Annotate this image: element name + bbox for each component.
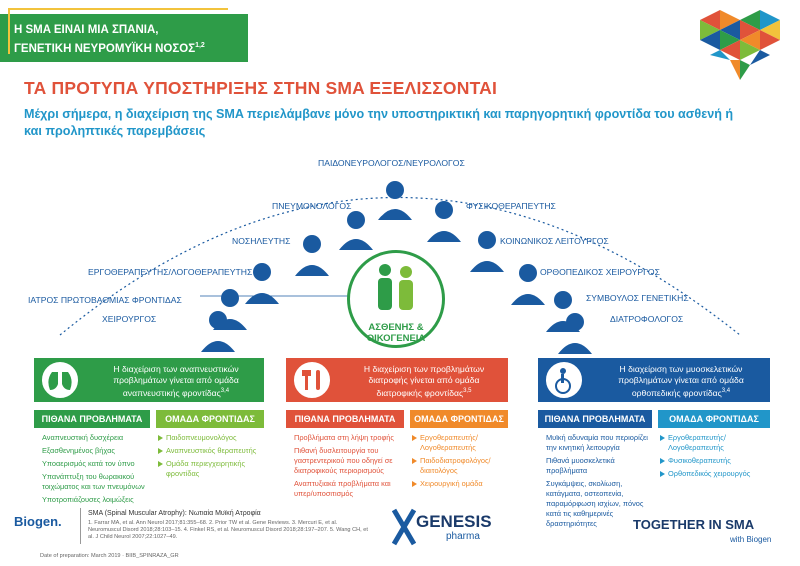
banner-line1: Η SMA ΕΙΝΑΙ ΜΙΑ ΣΠΑΝΙΑ, — [14, 24, 159, 36]
label-koinonikos: ΚΟΙΝΩΝΙΚΟΣ ΛΕΙΤΟΥΡΓΟΣ — [500, 236, 609, 246]
label-nosileftis: ΝΟΣΗΛΕΥΤΗΣ — [232, 236, 291, 246]
footer-divider — [80, 508, 81, 544]
label-ergotherapeutis: ΕΡΓΟΘΕΡΑΠΕΥΤΗΣ/ΛΟΓΟΘΕΡΑΠΕΥΤΗΣ — [88, 267, 253, 277]
lungs-icon — [40, 360, 80, 400]
list-item: Μυϊκή αδυναμία που περιορίζει την κινητική λειτουργία — [546, 433, 648, 452]
list-item: Αναπτυξιακά προβλήματα και υπερ/υποσιτισμός — [294, 479, 391, 498]
list-item: Παιδοδιατροφολόγος/ διαιτολόγος — [412, 456, 508, 476]
label-diatrofologos: ΔΙΑΤΡΟΦΟΛΟΓΟΣ — [610, 314, 684, 324]
wheelchair-icon — [544, 360, 584, 400]
musculoskeletal-head-text: Η διαχείριση των μυοσκελετικών προβλημάτων γίνεται από ομάδα ορθοπεδικής φροντίδας — [618, 364, 744, 398]
genesis-logo: GENESIS — [416, 512, 492, 531]
together-sub: with Biogen — [730, 535, 772, 544]
list-item: Συγκάμψεις, σκολίωση, κατάγματα, οστεοπενία, παραμόρφωση ισχίων, πόνος κατά τις καθημερινές δραστηριότητες — [546, 479, 644, 528]
list-item: Υποτροπιάζουσες λοιμώξεις — [42, 495, 134, 504]
nutrition-problems-list — [286, 433, 408, 502]
label-orthopedikos: ΟΡΘΟΠΕΔΙΚΟΣ ΧΕΙΡΟΥΡΓΟΣ — [540, 267, 660, 277]
banner-sup: 1,2 — [195, 42, 205, 49]
respiratory-problems-title: ΠΙΘΑΝΑ ΠΡΟΒΛΗΜΑΤΑ — [34, 410, 150, 428]
nutrition-sup: 3,5 — [463, 388, 472, 394]
list-item: Παιδοπνευμονολόγος — [158, 433, 264, 443]
page-title: ΤΑ ΠΡΟΤΥΠΑ ΥΠΟΣΤΗΡΙΞΗΣ ΣΤΗΝ SMA ΕΞΕΛΙΣΣΟΝΤΑΙ — [24, 78, 498, 98]
musculoskeletal-team-list — [660, 433, 770, 482]
genesis-x-icon — [392, 508, 416, 546]
label-symvoulos: ΣΥΜΒΟΥΛΟΣ ΓΕΝΕΤΙΚΗΣ — [586, 293, 689, 303]
respiratory-team-title: ΟΜΑΔΑ ΦΡΟΝΤΙΔΑΣ — [156, 410, 264, 428]
footer-sma-def: SMA (Spinal Muscular Atrophy): Νωτιαία Μυϊκή Ατροφία — [88, 510, 261, 517]
list-item: Χειρουργική ομάδα — [412, 479, 508, 489]
list-item: Αναπνευστική δυσχέρεια — [42, 433, 124, 442]
nutrition-head-text: Η διαχείριση των προβλημάτων διατροφής γίνεται από ομάδα διατροφικής φροντίδας — [363, 364, 485, 398]
list-item: Προβλήματα στη λήψη τροφής — [294, 433, 394, 442]
nutrition-team-title: ΟΜΑΔΑ ΦΡΟΝΤΙΔΑΣ — [410, 410, 508, 428]
list-item: Υπανάπτυξη του θωρακικού τοιχώματος και των πνευμόνων — [42, 472, 145, 491]
center-label — [347, 322, 445, 344]
page-subtitle: Μέχρι σήμερα, η διαχείριση της SMA περιελάμβανε μόνο την υποστηρικτική και παρηγορητική φροντίδα του ασθενή ή και προληπτικές παρεμβάσεις — [24, 107, 734, 138]
musculoskeletal-team-title: ΟΜΑΔΑ ΦΡΟΝΤΙΔΑΣ — [658, 410, 770, 428]
footer-prep: Date of preparation: March 2019 · BIIB_SPINRAZA_GR — [40, 553, 179, 559]
center-line2: ΟΙΚΟΓΕΝΕΙΑ — [366, 333, 426, 344]
label-pneumonologos: ΠΝΕΥΜΟΝΟΛΟΓΟΣ — [272, 201, 352, 211]
respiratory-sup: 3,4 — [220, 388, 230, 394]
musculoskeletal-problems-title: ΠΙΘΑΝΑ ΠΡΟΒΛΗΜΑΤΑ — [538, 410, 652, 428]
list-item: Υποαερισμός κατά τον ύπνο — [42, 459, 135, 468]
together-logo: TOGETHER IN SMA — [633, 517, 755, 532]
list-item: Πιθανά μυοσκελετικά προβλήματα — [546, 456, 615, 475]
label-xeirourgos: ΧΕΙΡΟΥΡΓΟΣ — [102, 314, 157, 324]
banner-line2-text: ΓΕΝΕΤΙΚΗ ΝΕΥΡΟΜΥΪΚΗ ΝΟΣΟΣ — [14, 42, 196, 55]
cutlery-icon — [292, 360, 332, 400]
center-line1: ΑΣΘΕΝΗΣ & — [368, 322, 424, 333]
list-item: Πιθανή δυσλειτουργία του γαστρεντερικού που οδηγεί σε διατροφικούς περιορισμούς — [294, 446, 393, 475]
musculoskeletal-sup: 3,4 — [721, 388, 731, 394]
nutrition-team-list — [412, 433, 508, 492]
label-fysikotherapeutis: ΦΥΣΙΚΟΘΕΡΑΠΕΥΤΗΣ — [466, 201, 556, 211]
respiratory-team-list — [158, 433, 264, 482]
label-iatros: ΙΑΤΡΟΣ ΠΡΩΤΟΒΑΘΜΙΑΣ ΦΡΟΝΤΙΔΑΣ — [28, 295, 182, 305]
biogen-logo: Biogen. — [14, 514, 62, 529]
family-icon — [372, 262, 422, 314]
list-item: Φυσικοθεραπευτής — [660, 456, 770, 466]
list-item: Εργοθεραπευτής/ Λογοθεραπευτής — [660, 433, 770, 453]
respiratory-head-text: Η διαχείριση των αναπνευστικών προβλημάτων γίνεται από ομάδα αναπνευστικής φροντίδας — [113, 364, 239, 398]
list-item: Εργοθεραπευτής/ Λογοθεραπευτής — [412, 433, 508, 453]
list-item: Ομάδα περιεγχειρητικής φροντίδας — [158, 459, 264, 479]
list-item: Εξασθενημένος βήχας — [42, 446, 115, 455]
footer-references: 1. Farrar MA, et al. Ann Neurol 2017;81:355–68. 2. Prior TW et al. Gene Reviews. 3. Mercuri E, et al. Neuromuscul Disord 2018;28:103–15. 4. Finkel RS, et al. Neuromuscul Disord 2018;28:197–207. 5. Wang CH, et al. J Child Neurol 2007;22:1027–49. — [88, 520, 368, 540]
list-item: Ορθοπεδικός χειρουργός — [660, 469, 770, 479]
genesis-sub: pharma — [446, 531, 480, 542]
label-paidoneurologos: ΠΑΙΔΟΝΕΥΡΟΛΟΓΟΣ/ΝΕΥΡΟΛΟΓΟΣ — [318, 158, 465, 168]
list-item: Αναπνευστικός θεραπευτής — [158, 446, 264, 456]
nutrition-problems-title: ΠΙΘΑΝΑ ΠΡΟΒΛΗΜΑΤΑ — [286, 410, 404, 428]
respiratory-problems-list — [34, 433, 152, 508]
